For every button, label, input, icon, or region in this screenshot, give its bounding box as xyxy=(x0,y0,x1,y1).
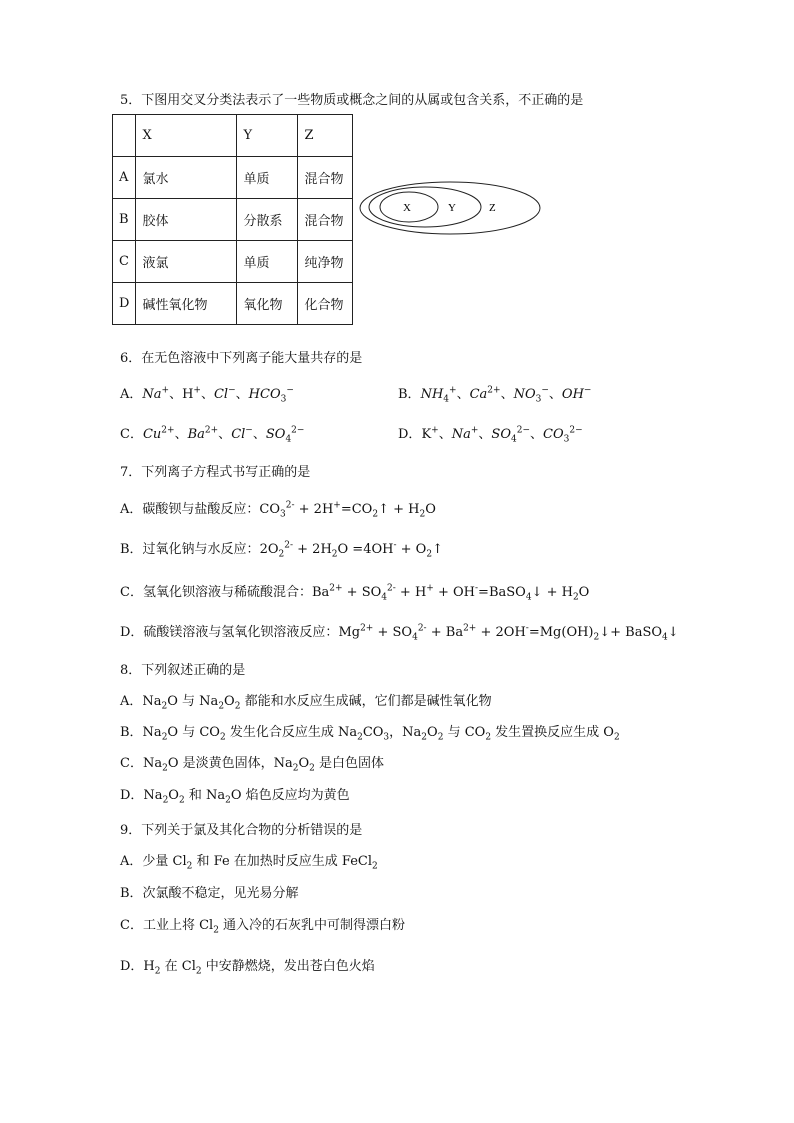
q7-option-b: B．过氧化钠与水反应：$2O_2^{2-} + 2H_2O =4OH^-$ + $O_2↑$ xyxy=(120,540,443,560)
q8-option-c: C．$Na_2O$ 是淡黄色固体，$Na_2O_2$ 是白色固体 xyxy=(120,756,385,774)
table-cell: X xyxy=(136,115,237,157)
table-cell: 单质 xyxy=(237,241,298,283)
table-cell: C xyxy=(113,241,136,283)
venn-diagram xyxy=(356,178,546,238)
table-cell: 氯水 xyxy=(136,157,237,199)
table-cell: 混合物 xyxy=(298,157,353,199)
q6-option-a: A．Na+、H+、Cl−、$HCO_3^-$ xyxy=(120,385,294,405)
table-cell: 液氯 xyxy=(136,241,237,283)
q9-option-c: C．工业上将 $Cl_2$ 通入冷的石灰乳中可制得漂白粉 xyxy=(120,918,406,936)
venn-z-label: Z xyxy=(489,202,496,214)
table-row xyxy=(113,157,353,199)
q8-option-b: B．$Na_2O$ 与 $CO_2$ 发生化合反应生成 $Na_2CO_3$，$Na_2O_2$ 与 $CO_2$ 发生置换反应生成 $O_2$ xyxy=(120,725,620,743)
table-cell: 单质 xyxy=(237,157,298,199)
table-cell: 纯净物 xyxy=(298,241,353,283)
table-cell: Y xyxy=(237,115,298,157)
q9-option-b: B．次氯酸不稳定，见光易分解 xyxy=(120,886,299,901)
table-cell: Z xyxy=(298,115,353,157)
q9-stem: 9．下列关于氯及其化合物的分析错误的是 xyxy=(120,823,363,838)
q6-stem: 6．在无色溶液中下列离子能大量共存的是 xyxy=(120,351,363,366)
venn-x-label: X xyxy=(403,202,411,214)
table-cell: B xyxy=(113,199,136,241)
classification-table xyxy=(112,114,353,325)
table-cell: D xyxy=(113,283,136,325)
q8-option-a: A．$Na_2O$ 与 $Na_2O_2$ 都能和水反应生成碱，它们都是碱性氧化物 xyxy=(120,694,492,712)
q6-option-d: D．K+、Na+、$SO_4^{2-}$、$CO_3^{2-}$ xyxy=(398,425,583,445)
q8-stem: 8．下列叙述正确的是 xyxy=(120,663,246,678)
q7-option-d: D．硫酸镁溶液与氢氧化钡溶液反应：$Mg^{2+} + SO_4^{2-} + Ba^{2+}$ + $2OH^-=Mg(OH)_2↓+$ BaSO$_4$↓ xyxy=(120,623,679,643)
venn-y-ellipse xyxy=(369,187,481,227)
q7-option-a: A．碳酸钡与盐酸反应：$CO_3^{2-}$ + $2H^+=CO_2↑ + H_2O$ xyxy=(120,500,436,520)
table-cell: 胶体 xyxy=(136,199,237,241)
q7-option-c: C．氢氧化钡溶液与稀硫酸混合：$Ba^{2+} + SO_4^{2-} + H^+$ + OH-=BaSO$_4$↓ + $H_2O$ xyxy=(120,583,590,603)
table-cell: 氧化物 xyxy=(237,283,298,325)
table-row xyxy=(113,283,353,325)
q5-stem: 5．下图用交叉分类法表示了一些物质或概念之间的从属或包含关系，不正确的是 xyxy=(120,93,584,108)
table-cell: 混合物 xyxy=(298,199,353,241)
q6-option-c: C．$Cu^{2+}$、$Ba^{2+}$、Cl−、$SO_4^{2-}$ xyxy=(120,425,305,445)
q9-option-a: A．少量 $Cl_2$ 和 Fe 在加热时反应生成 FeCl$_2$ xyxy=(120,854,378,872)
q8-option-d: D．$Na_2O_2$ 和 $Na_2O$ 焰色反应均为黄色 xyxy=(120,788,350,806)
table-row xyxy=(113,115,353,157)
q9-option-d: D．$H_2$ 在 $Cl_2$ 中安静燃烧，发出苍白色火焰 xyxy=(120,959,375,977)
q7-stem: 7．下列离子方程式书写正确的是 xyxy=(120,465,311,480)
table-cell: 分散系 xyxy=(237,199,298,241)
table-cell: A xyxy=(113,157,136,199)
table-row xyxy=(113,241,353,283)
q6-option-b: B．$NH_4^+$、$Ca^{2+}$、$NO_3^-$、OH− xyxy=(398,385,592,405)
table-cell: 化合物 xyxy=(298,283,353,325)
table-cell: 碱性氧化物 xyxy=(136,283,237,325)
table-row xyxy=(113,199,353,241)
venn-y-label: Y xyxy=(448,202,456,214)
table-cell xyxy=(113,115,136,157)
